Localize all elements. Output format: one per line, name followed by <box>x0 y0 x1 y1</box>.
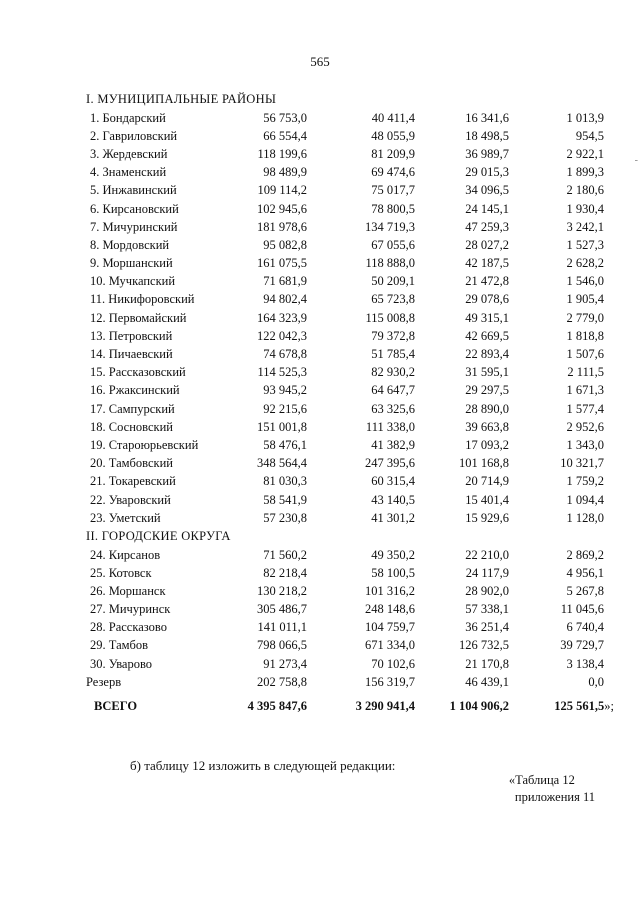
row-label: 1. Бондарский <box>90 110 166 125</box>
cell-value: 954,5 <box>575 128 604 143</box>
cell-value: 57 338,1 <box>465 602 509 617</box>
page-number: 565 <box>310 54 330 69</box>
row-label: 19. Староюрьевский <box>90 437 199 452</box>
cell-value: 75 017,7 <box>371 183 415 198</box>
table-ref-appendix: приложения 11 <box>514 790 595 804</box>
cell-value: 63 325,6 <box>371 401 415 416</box>
cell-value: 130 218,2 <box>257 583 307 598</box>
instruction-text: б) таблицу 12 изложить в следующей редакции: <box>130 758 396 773</box>
cell-value: 43 140,5 <box>371 492 415 507</box>
cell-value: 141 011,1 <box>257 620 307 635</box>
total-value: 125 561,5 <box>554 699 605 713</box>
cell-value: 98 489,9 <box>263 165 307 180</box>
cell-value: 16 341,6 <box>465 110 509 125</box>
cell-value: 1 343,0 <box>566 437 604 452</box>
row-label: 4. Знаменский <box>90 165 167 180</box>
row-label: 12. Первомайский <box>90 310 187 325</box>
cell-value: 1 577,4 <box>566 401 604 416</box>
cell-value: 1 905,4 <box>566 292 604 307</box>
cell-value: 29 297,5 <box>465 383 509 398</box>
cell-value: 101 168,8 <box>459 456 509 471</box>
cell-value: 79 372,8 <box>371 328 415 343</box>
table-row <box>84 127 614 145</box>
cell-value: 248 148,6 <box>365 602 415 617</box>
cell-value: 58 476,1 <box>263 437 307 452</box>
cell-value: 126 732,5 <box>459 638 509 653</box>
row-label: 11. Никифоровский <box>90 292 195 307</box>
cell-value: 348 564,4 <box>257 456 307 471</box>
cell-value: 78 800,5 <box>371 201 415 216</box>
cell-value: 67 055,6 <box>371 237 415 252</box>
total-row <box>84 697 614 715</box>
table-row <box>84 327 614 345</box>
row-label: 22. Уваровский <box>90 492 171 507</box>
table-reference <box>509 772 595 806</box>
cell-value: 51 785,4 <box>371 347 415 362</box>
row-label: 20. Тамбовский <box>90 456 173 471</box>
cell-value: 56 753,0 <box>263 110 307 125</box>
cell-value: 118 199,6 <box>257 146 307 161</box>
row-label: 3. Жердевский <box>90 146 168 161</box>
cell-value: 39 663,8 <box>465 419 509 434</box>
table-row <box>84 472 614 490</box>
cell-value: 15 929,6 <box>465 510 509 525</box>
cell-value: 21 472,8 <box>465 274 509 289</box>
table-row <box>84 272 614 290</box>
row-label: II. ГОРОДСКИЕ ОКРУГА <box>86 528 231 543</box>
row-label: 5. Инжавинский <box>90 183 177 198</box>
cell-value: 58 541,9 <box>263 492 307 507</box>
cell-value: 1 930,4 <box>566 201 604 216</box>
cell-value: 29 078,6 <box>465 292 509 307</box>
cell-value: 3 290 941,4 <box>355 699 415 713</box>
cell-value: 58 100,5 <box>371 565 415 580</box>
cell-value: 1 759,2 <box>566 474 604 489</box>
cell-value: 36 251,4 <box>465 620 509 635</box>
cell-value: 21 170,8 <box>465 656 509 671</box>
cell-value: 2 869,2 <box>566 547 604 562</box>
cell-value: 50 209,1 <box>371 274 415 289</box>
section-header <box>84 90 614 109</box>
cell-value: 28 890,0 <box>465 401 509 416</box>
cell-value: 202 758,8 <box>257 674 307 689</box>
cell-value: 798 066,5 <box>257 638 307 653</box>
cell-value: 115 008,8 <box>365 310 415 325</box>
cell-value: 24 145,1 <box>465 201 509 216</box>
cell-value: 1 527,3 <box>566 237 604 252</box>
row-label: 27. Мичуринск <box>90 602 171 617</box>
cell-value: 1 013,9 <box>566 110 604 125</box>
section-header <box>84 527 614 546</box>
cell-value: 15 401,4 <box>465 492 509 507</box>
cell-value: 156 319,7 <box>365 674 415 689</box>
cell-value: 4 956,1 <box>566 565 604 580</box>
cell-value: 17 093,2 <box>465 437 509 452</box>
cell-value: 5 267,8 <box>566 583 604 598</box>
table-row <box>84 181 614 199</box>
cell-value: 122 042,3 <box>257 328 307 343</box>
row-label: 24. Кирсанов <box>90 547 161 562</box>
row-label: 6. Кирсановский <box>90 201 179 216</box>
table-row <box>84 582 614 600</box>
reserve-row <box>84 673 614 691</box>
cell-value: 2 111,5 <box>567 365 604 380</box>
budget-table <box>84 90 614 715</box>
cell-value: 40 411,4 <box>371 110 415 125</box>
cell-value: 81 209,9 <box>371 146 415 161</box>
cell-value: 39 729,7 <box>560 638 604 653</box>
cell-value: 81 030,3 <box>263 474 307 489</box>
table-row <box>84 509 614 527</box>
table-row <box>84 218 614 236</box>
cell-value: 2 922,1 <box>566 146 604 161</box>
table-row <box>84 290 614 308</box>
cell-value: 1 546,0 <box>566 274 604 289</box>
row-label: 9. Моршанский <box>90 256 173 271</box>
table-row <box>84 491 614 509</box>
cell-value: 82 930,2 <box>371 365 415 380</box>
cell-value: 0,0 <box>588 674 604 689</box>
row-label: 15. Рассказовский <box>90 365 186 380</box>
cell-value: 42 669,5 <box>465 328 509 343</box>
cell-value: 102 945,6 <box>257 201 307 216</box>
table-row <box>84 363 614 381</box>
cell-value: 65 723,8 <box>371 292 415 307</box>
cell-value: 1 104 906,2 <box>449 699 509 713</box>
cell-value: 29 015,3 <box>465 165 509 180</box>
cell-value: 1 507,6 <box>566 347 604 362</box>
cell-value: 82 218,4 <box>263 565 307 580</box>
cell-value: 18 498,5 <box>465 128 509 143</box>
cell-value: 22 210,0 <box>465 547 509 562</box>
cell-value: 57 230,8 <box>263 510 307 525</box>
row-label: 14. Пичаевский <box>90 347 173 362</box>
cell-value: 93 945,2 <box>263 383 307 398</box>
table-row <box>84 109 614 127</box>
cell-value: 22 893,4 <box>465 347 509 362</box>
table-row <box>84 236 614 254</box>
table-row <box>84 381 614 399</box>
row-label: ВСЕГО <box>94 699 138 713</box>
row-label: 2. Гавриловский <box>90 128 178 143</box>
table-row <box>84 436 614 454</box>
row-label: 30. Уварово <box>90 656 153 671</box>
cell-value: 71 681,9 <box>263 274 307 289</box>
row-label: 25. Котовск <box>90 565 152 580</box>
cell-value: 109 114,2 <box>257 183 307 198</box>
table-row <box>84 600 614 618</box>
cell-value: 671 334,0 <box>365 638 415 653</box>
cell-value: 1 094,4 <box>566 492 604 507</box>
cell-value: 64 647,7 <box>371 383 415 398</box>
cell-value: 34 096,5 <box>465 183 509 198</box>
table-row <box>84 163 614 181</box>
cell-value: 305 486,7 <box>257 602 307 617</box>
cell-value: 161 075,5 <box>257 256 307 271</box>
cell-value: 111 338,0 <box>365 419 415 434</box>
cell-value: 114 525,3 <box>257 365 307 380</box>
cell-value: 95 082,8 <box>263 237 307 252</box>
row-label: I. МУНИЦИПАЛЬНЫЕ РАЙОНЫ <box>86 92 277 106</box>
cell-value: 42 187,5 <box>465 256 509 271</box>
cell-value: 69 474,6 <box>371 165 415 180</box>
cell-value: 49 350,2 <box>371 547 415 562</box>
cell-value: 28 027,2 <box>465 237 509 252</box>
cell-value: 71 560,2 <box>263 547 307 562</box>
cell-value: 31 595,1 <box>465 365 509 380</box>
table-row <box>84 655 614 673</box>
cell-value: 49 315,1 <box>465 310 509 325</box>
cell-value: 46 439,1 <box>465 674 509 689</box>
cell-value: 1 818,8 <box>566 328 604 343</box>
row-label: 21. Токаревский <box>90 474 176 489</box>
cell-value: 11 045,6 <box>560 602 604 617</box>
table-row <box>84 400 614 418</box>
cell-value: 2 952,6 <box>566 419 604 434</box>
table-row <box>84 200 614 218</box>
cell-value: 4 395 847,6 <box>247 699 307 713</box>
cell-value: 41 382,9 <box>371 437 415 452</box>
cell-value: 151 001,8 <box>257 419 307 434</box>
cell-value: 70 102,6 <box>371 656 415 671</box>
table-row <box>84 546 614 564</box>
cell-value: 24 117,9 <box>465 565 509 580</box>
cell-value: 94 802,4 <box>263 292 307 307</box>
row-label: Резерв <box>86 674 122 689</box>
cell-value: 101 316,2 <box>365 583 415 598</box>
row-label: 17. Сампурский <box>90 401 175 416</box>
row-label: 7. Мичуринский <box>90 219 178 234</box>
row-label: 26. Моршанск <box>90 583 166 598</box>
cell-value: 20 714,9 <box>465 474 509 489</box>
cell-value: 92 215,6 <box>263 401 307 416</box>
cell-value: 66 554,4 <box>263 128 307 143</box>
row-label: 29. Тамбов <box>90 638 149 653</box>
margin-mark: - <box>634 155 638 166</box>
cell-value: 181 978,6 <box>257 219 307 234</box>
cell-value: 41 301,2 <box>371 510 415 525</box>
table-row <box>84 564 614 582</box>
cell-value: 2 628,2 <box>566 256 604 271</box>
cell-value: 3 138,4 <box>566 656 604 671</box>
table-row <box>84 309 614 327</box>
cell-value: 10 321,7 <box>560 456 604 471</box>
cell-value: 3 242,1 <box>566 219 604 234</box>
cell-value: 247 395,6 <box>365 456 415 471</box>
cell-value: 36 989,7 <box>465 146 509 161</box>
cell-value: 1 899,3 <box>566 165 604 180</box>
cell-value: 6 740,4 <box>566 620 604 635</box>
row-label: 13. Петровский <box>90 328 173 343</box>
row-label: 10. Мучкапский <box>90 274 176 289</box>
cell-value: 118 888,0 <box>365 256 415 271</box>
cell-value: 104 759,7 <box>365 620 415 635</box>
table-row <box>84 345 614 363</box>
table-row <box>84 636 614 654</box>
cell-value: 164 323,9 <box>257 310 307 325</box>
cell-value: 48 055,9 <box>371 128 415 143</box>
cell-value: 134 719,3 <box>365 219 415 234</box>
row-label: 16. Ржаксинский <box>90 383 180 398</box>
table-row <box>84 418 614 436</box>
row-label: 23. Уметский <box>90 510 161 525</box>
row-label: 28. Рассказово <box>90 620 167 635</box>
cell-value: 74 678,8 <box>263 347 307 362</box>
cell-value: 1 671,3 <box>566 383 604 398</box>
table-row <box>84 454 614 472</box>
table-row <box>84 618 614 636</box>
row-label: 8. Мордовский <box>90 237 170 252</box>
cell-value: 2 180,6 <box>566 183 604 198</box>
cell-value <box>554 697 614 715</box>
table-row <box>84 145 614 163</box>
cell-value: 91 273,4 <box>263 656 307 671</box>
closing-quote: »; <box>604 699 614 713</box>
table-ref-title: «Таблица 12 <box>508 773 575 787</box>
cell-value: 47 259,3 <box>465 219 509 234</box>
table-row <box>84 254 614 272</box>
cell-value: 28 902,0 <box>465 583 509 598</box>
cell-value: 1 128,0 <box>566 510 604 525</box>
cell-value: 2 779,0 <box>566 310 604 325</box>
cell-value: 60 315,4 <box>371 474 415 489</box>
row-label: 18. Сосновский <box>90 419 173 434</box>
